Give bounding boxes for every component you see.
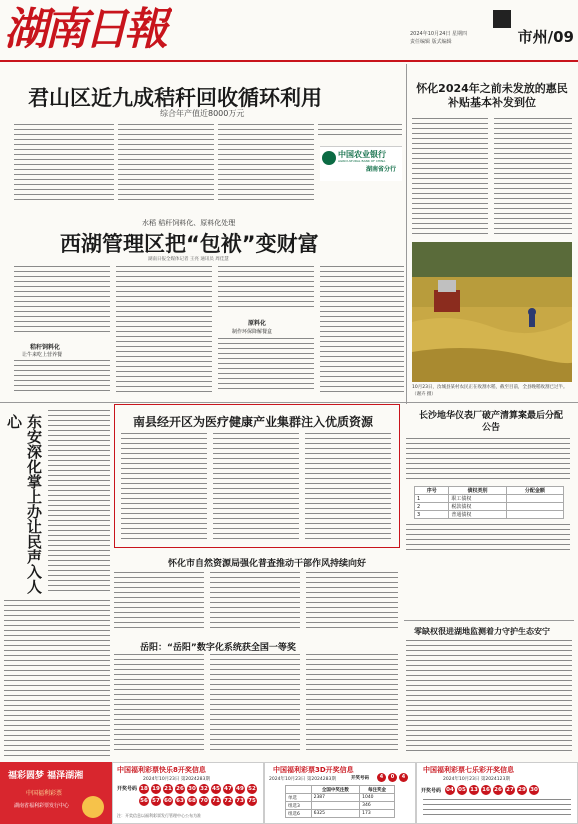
table-row <box>286 802 395 810</box>
yueyang-col2 <box>210 654 300 754</box>
changsha-body <box>406 438 570 484</box>
lottery-promo-ad <box>0 762 112 824</box>
lottery-ball-icon <box>82 796 104 818</box>
rice-harvest-image <box>412 242 572 382</box>
table-cell: 1040 <box>360 794 395 802</box>
table-cell: 组选3 <box>286 802 312 810</box>
lottery-3d-numbers <box>377 773 413 783</box>
xihu-subsection-2: 让牛来吃上营养餐 <box>22 352 63 358</box>
lottery-kl8-box <box>112 762 264 824</box>
yueyang-headline: 岳阳：“岳阳”数字化系统获全国一等奖 <box>140 643 296 653</box>
xihu-headline: 西湖管理区把“包袱”变财富 <box>60 232 319 256</box>
table-cell: 单选 <box>286 794 312 802</box>
table-cell <box>506 495 563 503</box>
dongan-body <box>48 410 110 596</box>
column-divider <box>406 64 407 404</box>
table-header-row <box>286 786 395 794</box>
lottery-number-ball: 56 <box>140 798 148 804</box>
bank-branch: 湖南省分行 <box>366 166 397 173</box>
xihu-subsection-4: 制作环保降解餐盒 <box>232 329 273 335</box>
junshan-headline: 君山区近九成秸秆回收循环利用 <box>28 86 322 110</box>
bank-logo-icon <box>322 151 336 165</box>
lottery-number-ball: 71 <box>212 798 220 804</box>
table-header: 序号 <box>415 487 449 495</box>
lottery-qlc-label: 开奖号码 <box>421 788 442 794</box>
lottery-promo-brand: 福彩圆梦 福泽湖湘 <box>8 771 84 781</box>
lottery-number-ball: 30 <box>188 786 196 792</box>
lottery-promo-sub: 湖南省福利彩票发行中心 <box>14 803 70 809</box>
table-cell: 346 <box>360 802 395 810</box>
table-row <box>286 794 395 802</box>
xihu-body-col2 <box>116 266 212 396</box>
rice-harvest-photo <box>412 242 572 382</box>
lottery-number-ball: 29 <box>518 787 526 793</box>
nanxian-headline: 南县经开区为医疗健康产业集群注入优质资源 <box>133 415 374 429</box>
table-row <box>415 503 564 511</box>
lottery-number-ball: 49 <box>236 786 244 792</box>
lottery-3d-issue: 2024年10月23日 第2024283期 <box>269 777 336 782</box>
nanxian-body-col3 <box>305 433 391 541</box>
distribution-table <box>414 486 564 519</box>
lottery-promo-slogan: 中国福利彩票 <box>26 790 63 797</box>
lottery-number-ball: 26 <box>494 787 502 793</box>
lottery-qlc-title: 中国福利彩票七乐彩开奖信息 <box>423 766 514 774</box>
editor-line: 责任编辑 版式编辑 <box>410 39 452 45</box>
section-divider <box>404 620 574 621</box>
lottery-3d-title: 中国福利彩票3D开奖信息 <box>273 766 354 774</box>
lottery-number-ball: 27 <box>506 787 514 793</box>
xihu-body-col3a <box>218 266 314 312</box>
xihu-kicker: 水稻 秸秆饲料化、原料化处理 <box>142 219 236 227</box>
bank-name-en: AGRICULTURAL BANK OF CHINA <box>338 159 386 163</box>
table-row <box>415 511 564 519</box>
lottery-number-ball: 19 <box>152 786 160 792</box>
lottery-kl8-footer: 注：开奖信息以福利彩票发行管理中心公布为准 <box>117 813 201 818</box>
table-cell: 3 <box>415 511 449 519</box>
lottery-3d-table <box>285 785 395 818</box>
lottery-kl8-numbers <box>139 784 261 806</box>
photo-caption: 10月23日，汝城县某村农民正在收割水稻，截至目前，全县晚稻收割已过半。 <box>412 385 568 390</box>
photo-credit: （谢卉 摄） <box>412 392 436 397</box>
dongan-headline: 东安深化掌上办让民声入人心 <box>5 414 43 594</box>
bank-name: 中国农业银行 <box>338 150 386 159</box>
lottery-number-ball: 0 <box>388 773 397 782</box>
masthead-rule <box>0 60 578 62</box>
lingfan-headline: 零缺权很进湖地监测着力守护生态安宁 <box>414 627 550 636</box>
lottery-number-ball: 32 <box>200 786 208 792</box>
huaihua-body-col1 <box>412 118 488 238</box>
lottery-number-ball: 4 <box>399 773 408 782</box>
lottery-3d-box <box>264 762 416 824</box>
table-cell: 职工债权 <box>449 495 506 503</box>
junshan-body-col1 <box>14 124 114 204</box>
table-cell: 173 <box>360 810 395 818</box>
lottery-number-ball: 04 <box>446 787 454 793</box>
nanxian-article-box <box>114 404 400 548</box>
junshan-subhead: 综合年产值近8000万元 <box>160 109 245 118</box>
changsha-body-lower <box>406 524 570 554</box>
lottery-number-ball: 16 <box>482 787 490 793</box>
yueyang-col3 <box>306 654 398 754</box>
table-row <box>415 495 564 503</box>
lottery-number-ball: 73 <box>236 798 244 804</box>
section-divider <box>0 402 578 403</box>
lottery-number-ball: 75 <box>248 798 256 804</box>
lottery-number-ball: 52 <box>248 786 256 792</box>
bank-ad <box>320 146 402 181</box>
yueyang-col1 <box>114 654 204 754</box>
huaihua-res-col2 <box>210 572 300 632</box>
lottery-number-ball: 21 <box>164 786 172 792</box>
newspaper-logo: 湖南日報 <box>4 4 164 55</box>
lottery-number-ball: 30 <box>530 787 538 793</box>
lottery-kl8-issue: 2024年10月23日 第2024283期 <box>143 777 210 782</box>
junshan-body-col4 <box>318 124 402 142</box>
dongan-body-lower <box>4 600 110 760</box>
changsha-article <box>404 406 574 556</box>
lottery-number-ball: 13 <box>470 787 478 793</box>
lottery-qlc-numbers <box>445 785 575 795</box>
xihu-body-col1 <box>14 266 110 336</box>
table-row <box>286 810 395 818</box>
table-cell: 2387 <box>311 794 360 802</box>
lottery-number-ball: 18 <box>140 786 148 792</box>
junshan-body-col2 <box>118 124 214 204</box>
huaihua-body-col2 <box>494 118 572 238</box>
lottery-number-ball: 4 <box>377 773 386 782</box>
lottery-number-ball: 68 <box>188 798 196 804</box>
table-header: 分配金额 <box>506 487 563 495</box>
junshan-body-col3 <box>218 124 314 204</box>
table-cell <box>311 802 360 810</box>
huaihua-subsidy-headline: 怀化2024年之前未发放的惠民补贴基本补发到位 <box>416 82 568 109</box>
xihu-body-col3b <box>218 338 314 396</box>
nanxian-body-col1 <box>121 433 207 541</box>
lottery-kl8-title: 中国福利彩票快乐8开奖信息 <box>117 766 206 774</box>
table-cell: 普通债权 <box>449 511 506 519</box>
lottery-number-ball: 45 <box>212 786 220 792</box>
lottery-number-ball: 05 <box>458 787 466 793</box>
lottery-3d-label: 开奖号码 <box>351 776 369 781</box>
table-cell: 6325 <box>311 810 360 818</box>
lottery-qlc-box <box>416 762 578 824</box>
lottery-number-ball: 26 <box>176 786 184 792</box>
table-cell: 2 <box>415 503 449 511</box>
lottery-kl8-label: 开奖号码 <box>117 786 138 792</box>
date-line: 2024年10月24日 星期四 <box>410 31 468 37</box>
lottery-qlc-issue: 2024年10月23日 第2024123期 <box>443 777 510 782</box>
table-cell: 1 <box>415 495 449 503</box>
changsha-headline: 长沙地华仪表厂破产清算案最后分配公告 <box>418 411 563 433</box>
nanxian-body-col2 <box>213 433 299 541</box>
huaihua-res-col3 <box>306 572 398 632</box>
table-cell <box>506 511 563 519</box>
table-header: 债权类别 <box>449 487 506 495</box>
lingfan-body <box>406 640 572 754</box>
table-cell: 税款债权 <box>449 503 506 511</box>
huaihua-resources-headline: 怀化市自然资源局强化普查推动干部作风持续向好 <box>168 559 367 569</box>
qr-code-icon <box>493 10 511 28</box>
table-header: 全国中奖注数 <box>311 786 360 794</box>
lottery-number-ball: 57 <box>152 798 160 804</box>
lottery-number-ball: 47 <box>224 786 232 792</box>
lottery-number-ball: 70 <box>200 798 208 804</box>
lottery-number-ball: 63 <box>176 798 184 804</box>
section-label: 市州/09 <box>517 28 574 46</box>
xihu-body-col4 <box>320 266 404 396</box>
xihu-subsection-1: 秸秆饲料化 <box>30 344 61 351</box>
xihu-body-col1b <box>14 360 110 396</box>
lottery-number-ball: 60 <box>164 798 172 804</box>
lottery-number-ball: 72 <box>224 798 232 804</box>
xihu-subsection-3: 原料化 <box>248 320 267 327</box>
table-header: 每注奖金 <box>360 786 395 794</box>
table-cell: 组选6 <box>286 810 312 818</box>
xihu-byline: 湖南日报全媒体记者 王亮 通讯员 周佳慧 <box>148 257 229 262</box>
lottery-qlc-prize-table <box>423 799 571 819</box>
table-header <box>286 786 312 794</box>
table-header-row <box>415 487 564 495</box>
table-cell <box>506 503 563 511</box>
dongan-article <box>2 408 46 598</box>
huaihua-res-col1 <box>114 572 204 632</box>
